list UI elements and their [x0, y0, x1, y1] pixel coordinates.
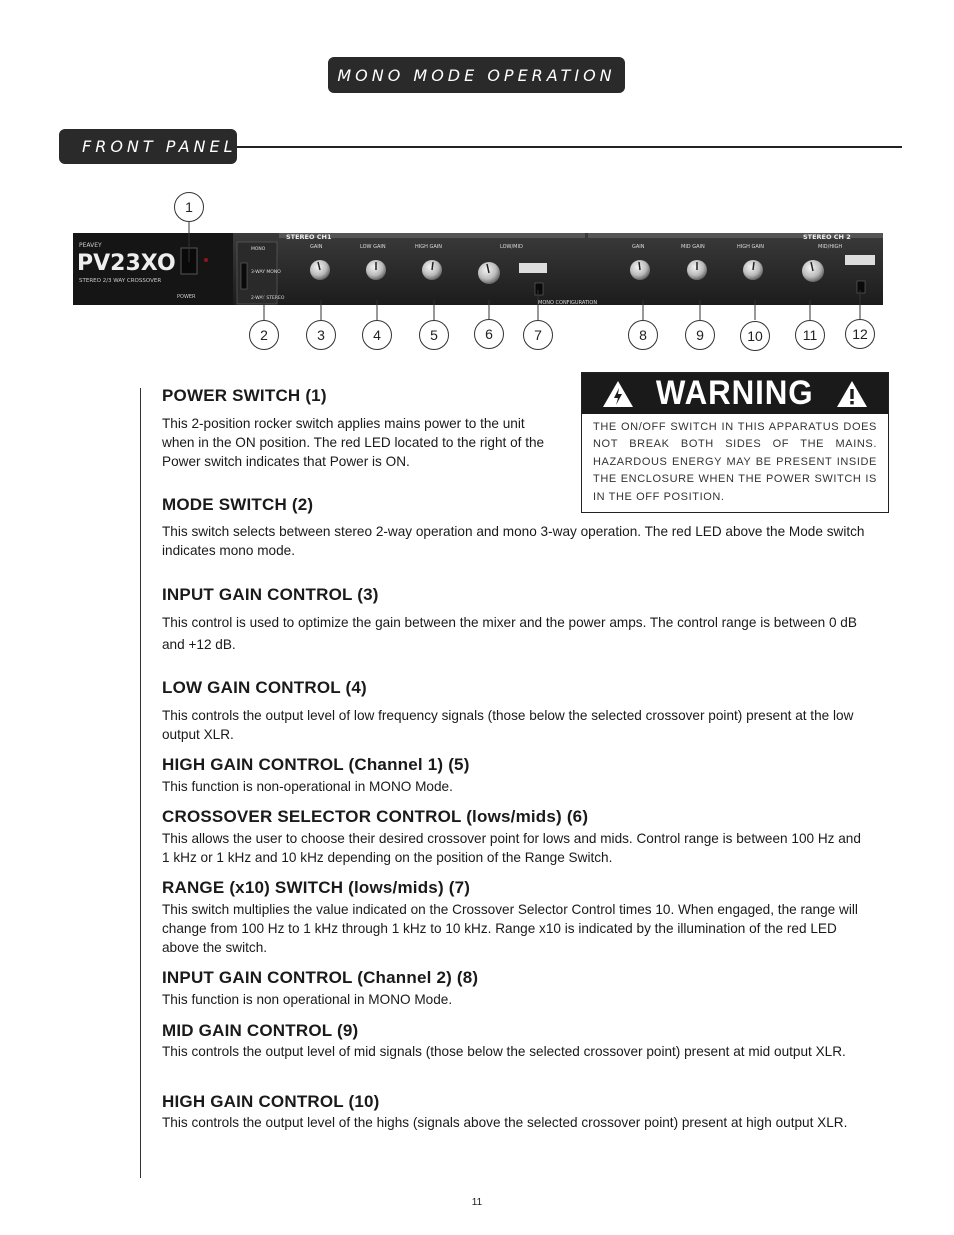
mode-label-2way: 2-WAY STEREO: [251, 296, 285, 301]
callout-1: 1: [174, 192, 204, 222]
section-body-mode-switch: This switch selects between stereo 2-way operation and mono 3-way operation. The red LED above the Mode switch indicates mono mode.: [162, 524, 865, 558]
knob-label-mid-gain: MID GAIN: [681, 244, 705, 250]
panel-subtitle: STEREO 2/3 WAY CROSSOVER: [79, 278, 162, 284]
section-body-input-gain-ch2: This function is non operational in MONO Mode.: [162, 992, 453, 1007]
callout-5: 5: [419, 320, 449, 350]
section-title-low-gain: LOW GAIN CONTROL (4): [162, 678, 367, 697]
section-title-high-gain: HIGH GAIN CONTROL (10): [162, 1092, 380, 1111]
knob-label-gain-ch2: GAIN: [632, 244, 645, 250]
panel-brand: PEAVEY: [79, 242, 102, 249]
exclamation-warning-icon: [835, 379, 869, 409]
page-number: 11: [471, 1197, 483, 1208]
callout-9: 9: [685, 320, 715, 350]
section-title-mode-switch: MODE SWITCH (2): [162, 495, 314, 514]
callout-4: 4: [362, 320, 392, 350]
left-margin-rule: [140, 388, 141, 1178]
section-title-mid-gain: MID GAIN CONTROL (9): [162, 1021, 359, 1040]
knob-label-high-gain-ch2: HIGH GAIN: [737, 244, 764, 250]
section-body-high-gain: This controls the output level of the highs (signals above the selected crossover point) present at high output XLR.: [162, 1115, 848, 1130]
warning-box: [581, 372, 889, 513]
section-body-mid-gain: This controls the output level of mid signals (those below the selected crossover point) present at mid output XLR.: [162, 1044, 846, 1059]
callout-12: 12: [845, 319, 875, 349]
section-title-power-switch: POWER SWITCH (1): [162, 386, 327, 405]
warning-header: [582, 373, 888, 414]
section-body-power-switch: This 2-position rocker switch applies mains power to the unit when in the ON position. The red LED located to the right of the Power switch indicates that Power is ON.: [162, 416, 545, 469]
knob-label-low-mid: LOW/MID: [500, 244, 523, 250]
knob-label-low-gain: LOW GAIN: [360, 244, 386, 250]
knob-label-mid-high: MID/HIGH: [818, 244, 843, 250]
callout-8: 8: [628, 320, 658, 350]
section-body-input-gain: This control is used to optimize the gain between the mixer and the power amps. The control range is between 0 dB and +12 dB.: [162, 615, 857, 652]
section-body-low-gain: This controls the output level of low frequency signals (those below the selected crossover point) present at the low output XLR.: [162, 708, 854, 742]
mono-mode-title: MONO MODE OPERATION: [328, 57, 625, 93]
power-label: POWER: [177, 294, 196, 300]
callout-2: 2: [249, 320, 279, 350]
warning-word: WARNING: [656, 374, 814, 412]
front-panel-title: FRONT PANEL: [59, 129, 237, 164]
warning-text: THE ON/OFF SWITCH IN THIS APPARATUS DOES NOT BREAK BOTH SIDES OF THE MAINS. HAZARDOUS ENERGY MAY BE PRESENT INSIDE THE ENCLOSURE WHEN THE POWER SWITCH IS IN THE OFF POSITION.: [593, 421, 877, 503]
section-body-range-switch: This switch multiplies the value indicated on the Crossover Selector Control times 10. When engaged, the range will change from 100 Hz to 1 kHz through 1 kHz to 10 kHz. Range x10 is indicated by the illumination of the red LED above the switch.: [162, 902, 858, 955]
section-title-high-gain-ch1: HIGH GAIN CONTROL (Channel 1) (5): [162, 755, 470, 774]
callout-6: 6: [474, 319, 504, 349]
callout-10: 10: [740, 321, 770, 351]
section-title-crossover-selector: CROSSOVER SELECTOR CONTROL (lows/mids) (6): [162, 807, 589, 826]
callout-3: 3: [306, 320, 336, 350]
knob-label-high-gain: HIGH GAIN: [415, 244, 442, 250]
knob-label-gain: GAIN: [310, 244, 323, 250]
mode-label-3way: 3-WAY MONO: [251, 270, 281, 275]
section-title-input-gain: INPUT GAIN CONTROL (3): [162, 585, 379, 604]
ch1-label: STEREO CH1: [286, 233, 332, 241]
section-title-input-gain-ch2: INPUT GAIN CONTROL (Channel 2) (8): [162, 968, 479, 987]
section-body-crossover-selector: This allows the user to choose their desired crossover point for lows and mids. Control range is between 100 Hz and 1 kHz or 1 kHz and 10 kHz depending on the position of the Range Switch.: [162, 831, 861, 865]
section-body-high-gain-ch1: This function is non-operational in MONO Mode.: [162, 779, 453, 794]
callout-7: 7: [523, 320, 553, 350]
mode-label-mono: MONO: [251, 247, 266, 252]
callout-11: 11: [795, 320, 825, 350]
panel-model: PV23XO: [77, 251, 176, 276]
lightning-warning-icon: [601, 379, 635, 409]
ch2-label: STEREO CH 2: [803, 233, 851, 241]
mono-config-label: MONO CONFIGURATION: [538, 300, 598, 305]
section-title-range-switch: RANGE (x10) SWITCH (lows/mids) (7): [162, 878, 471, 897]
